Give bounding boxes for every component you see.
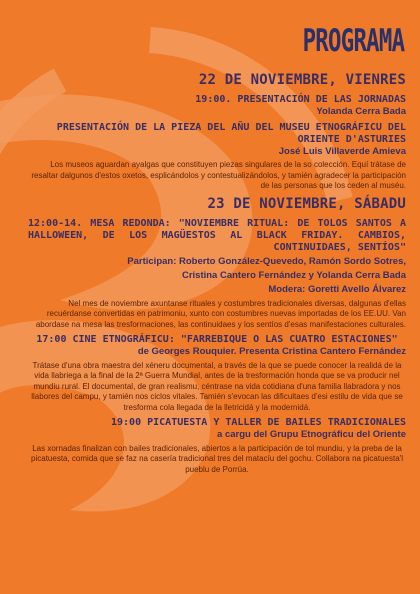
event-description: Las xornadas finalizan con bailes tradicionales, abiertos a la participación de tol mundiu, y la preba de la picatuesta, comida que se faz na casería tradicional tres del matacíu del gochu. Collabora na picatuesta'l pueblu de Porrúa. — [31, 443, 403, 474]
event-participants: Cristina Cantero Fernández y Yolanda Cerra Bada — [181, 269, 406, 281]
event-presenter: de Georges Rouquier. Presenta Cristina Cantero Fernández — [137, 346, 406, 357]
day-section-23 — [28, 196, 406, 476]
event-description: Nel mes de noviembre axuntanse rituales y costumbres tradicionales diversas, dalgunas d'ellas recuérdanse convertidas en patrimoniu, xunto con costumbres nuevas importadas de los EE.UU. Van abordase na mesa las tresformaciones, las continuidaes y los sentíos d'esas manifestaciones culturales. — [35, 298, 406, 329]
event-workshop — [28, 417, 406, 475]
event-title: 19:00 PICATUESTA Y TALLER DE BAILES TRADICIONALES — [110, 417, 406, 428]
event-presenter: a cargu del Grupu Etnográficu del Oriente — [217, 429, 406, 440]
event-description: Trátase d'una obra maestra del xéneru documental, a través de la que se puede conocer la realidá de la vida llabriega a la final de la 2ª Guerra Mundial, antes de la tresformación honda que se va producir nel mundiu rural. El documental, de gran realismu, céntrase na vida cotidiana d'una familia llabradora y nos llabores del campu, y tamién nos ciclos vitales. Tamién s'evocan las dificultaes d'esi estilu de vida que se tresforma cola llegada de la lletricidá y la modernidá. — [31, 360, 403, 412]
event-participants: Participan: Roberto González-Quevedo, Ramón Sordo Sotres, — [127, 255, 406, 267]
event-presenter: José Luis Villaverde Amieva — [278, 145, 406, 157]
event-presenter: Yolanda Cerra Bada — [316, 106, 406, 117]
program-sections — [28, 72, 406, 479]
event-title: 17:00 CINE ETNOGRÁFICU: "FARREBIQUE O LAS CUATRO ESTACIONES" — [36, 334, 398, 345]
event-title: 19:00. PRESENTACIÓN DE LAS JORNADAS — [195, 94, 406, 105]
day-section-22 — [28, 72, 406, 192]
event-presentation — [28, 94, 406, 118]
event-title: 12:00-14. MESA REDONDA: "NOVIEMBRE RITUAL: DE TOLOS SANTOS A HALLOWEEN, DE LOS MAGÜESTOS AL BLACK FRIDAY. CAMBIOS, CONTINUIDAES, SENTÍOS" — [28, 217, 406, 253]
page-title: PROGRAMA — [302, 23, 404, 59]
day-date: 22 DE NOVIEMBRE, VIENRES — [198, 72, 406, 88]
event-piece-of-year — [28, 122, 406, 192]
event-moderator: Modera: Goretti Avello Álvarez — [268, 283, 406, 295]
event-cinema — [28, 334, 406, 413]
event-description: Los museos aguardan ayalgas que constituyen piezas singulares de la so colección. Equí trátase de resaltar dalgunos d'estos oxetos, esplicándolos y contestualizándolos, y tamién agradecer la participación de las personas que los ceden al muséu. — [31, 160, 406, 190]
event-round-table — [28, 218, 406, 331]
event-title: PRESENTACIÓN DE LA PIEZA DEL AÑU DEL MUSEU ETNOGRÁFICU DEL ORIENTE D'ASTURIES — [56, 121, 406, 145]
day-date: 23 DE NOVIEMBRE, SÁBADU — [207, 195, 406, 212]
